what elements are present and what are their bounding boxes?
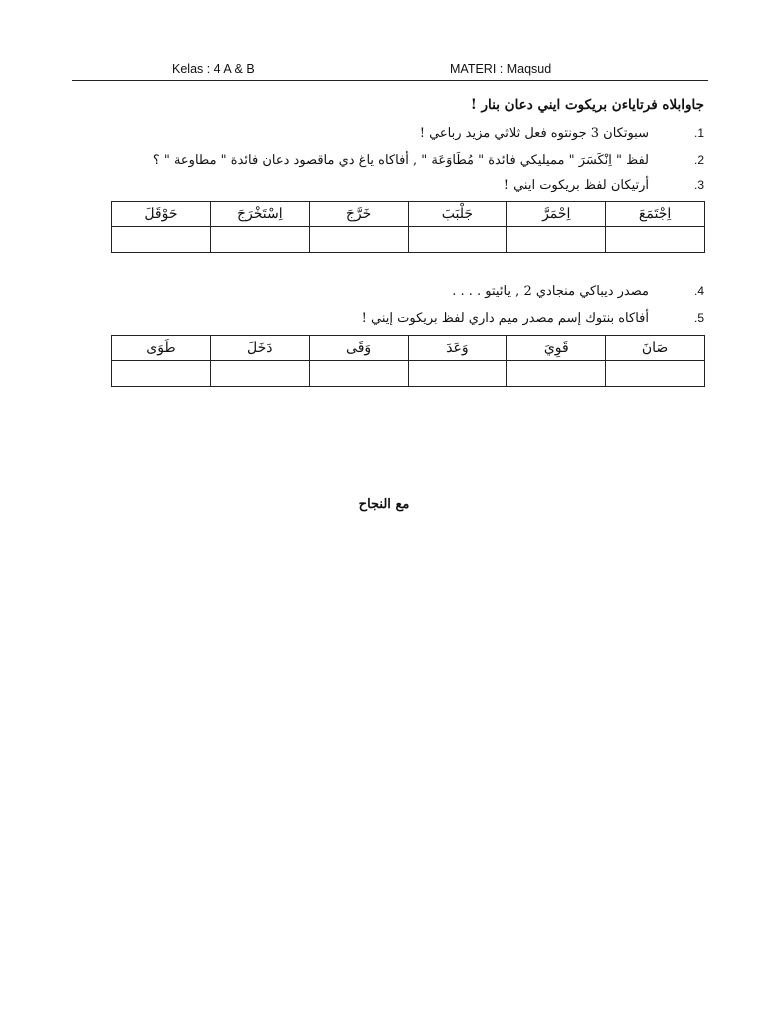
question-3 [104, 178, 704, 200]
page-header [72, 58, 708, 81]
word-cell: اِحْمَرَّ [507, 202, 606, 227]
question-number: .1 [693, 126, 704, 140]
word-cell: حَوْقَلَ [112, 202, 211, 227]
word-cell: قَوِيَ [507, 336, 606, 361]
question-4 [104, 284, 704, 306]
word-cell: وَقَى [309, 336, 408, 361]
answer-cell[interactable] [309, 227, 408, 253]
word-cell: جَلْبَبَ [408, 202, 507, 227]
answer-cell[interactable] [606, 361, 705, 387]
answer-row [112, 227, 705, 253]
answer-cell[interactable] [210, 227, 309, 253]
answer-cell[interactable] [210, 361, 309, 387]
word-cell: اِسْتَخْرَجَ [210, 202, 309, 227]
answer-row [112, 361, 705, 387]
answer-cell[interactable] [408, 361, 507, 387]
answer-cell[interactable] [408, 227, 507, 253]
words-table-2 [111, 335, 705, 387]
table-row [112, 202, 705, 227]
question-5 [104, 311, 704, 333]
question-text: أرتيكان لفظ بريكوت ايني ! [503, 178, 649, 193]
word-cell: خَرَّجَ [309, 202, 408, 227]
word-cell: وَعَدَ [408, 336, 507, 361]
words-table-1 [111, 201, 705, 253]
instruction-text: جاوابلاه فرتاياءن بريكوت ايني دعان بنار ! [470, 97, 704, 113]
question-text: مصدر ديباكي منجادي 2 , يائيتو . . . . [452, 284, 649, 299]
word-cell: اِجْتَمَعَ [606, 202, 705, 227]
word-cell: طَوَى [112, 336, 211, 361]
answer-cell[interactable] [606, 227, 705, 253]
answer-cell[interactable] [309, 361, 408, 387]
question-text: سبوتكان 3 جونتوه فعل ثلاثي مزيد رباعي ! [419, 126, 649, 141]
word-cell: صَانَ [606, 336, 705, 361]
closing-text: مع النجاح [358, 497, 410, 512]
answer-cell[interactable] [507, 361, 606, 387]
question-number: .4 [693, 284, 704, 298]
question-number: .3 [693, 178, 704, 192]
word-cell: دَخَلَ [210, 336, 309, 361]
answer-cell[interactable] [507, 227, 606, 253]
class-label: Kelas : 4 A & B [172, 62, 255, 76]
question-number: .5 [693, 311, 704, 325]
question-number: .2 [693, 153, 704, 167]
table-row [112, 336, 705, 361]
answer-cell[interactable] [112, 227, 211, 253]
subject-label: MATERI : Maqsud [450, 62, 552, 76]
question-text: أفاكاه بنتوك إسم مصدر ميم داري لفظ بريكوت إيني ! [361, 311, 649, 326]
answer-cell[interactable] [112, 361, 211, 387]
question-1 [104, 126, 704, 148]
question-2 [104, 153, 704, 175]
question-text: لفظ " اِنْكَسَرَ " مميليكي فائدة " مُطَاوَعَة " , أفاكاه ياغ دي ماقصود دعان فائدة " مطاوعة " ؟ [152, 153, 649, 168]
